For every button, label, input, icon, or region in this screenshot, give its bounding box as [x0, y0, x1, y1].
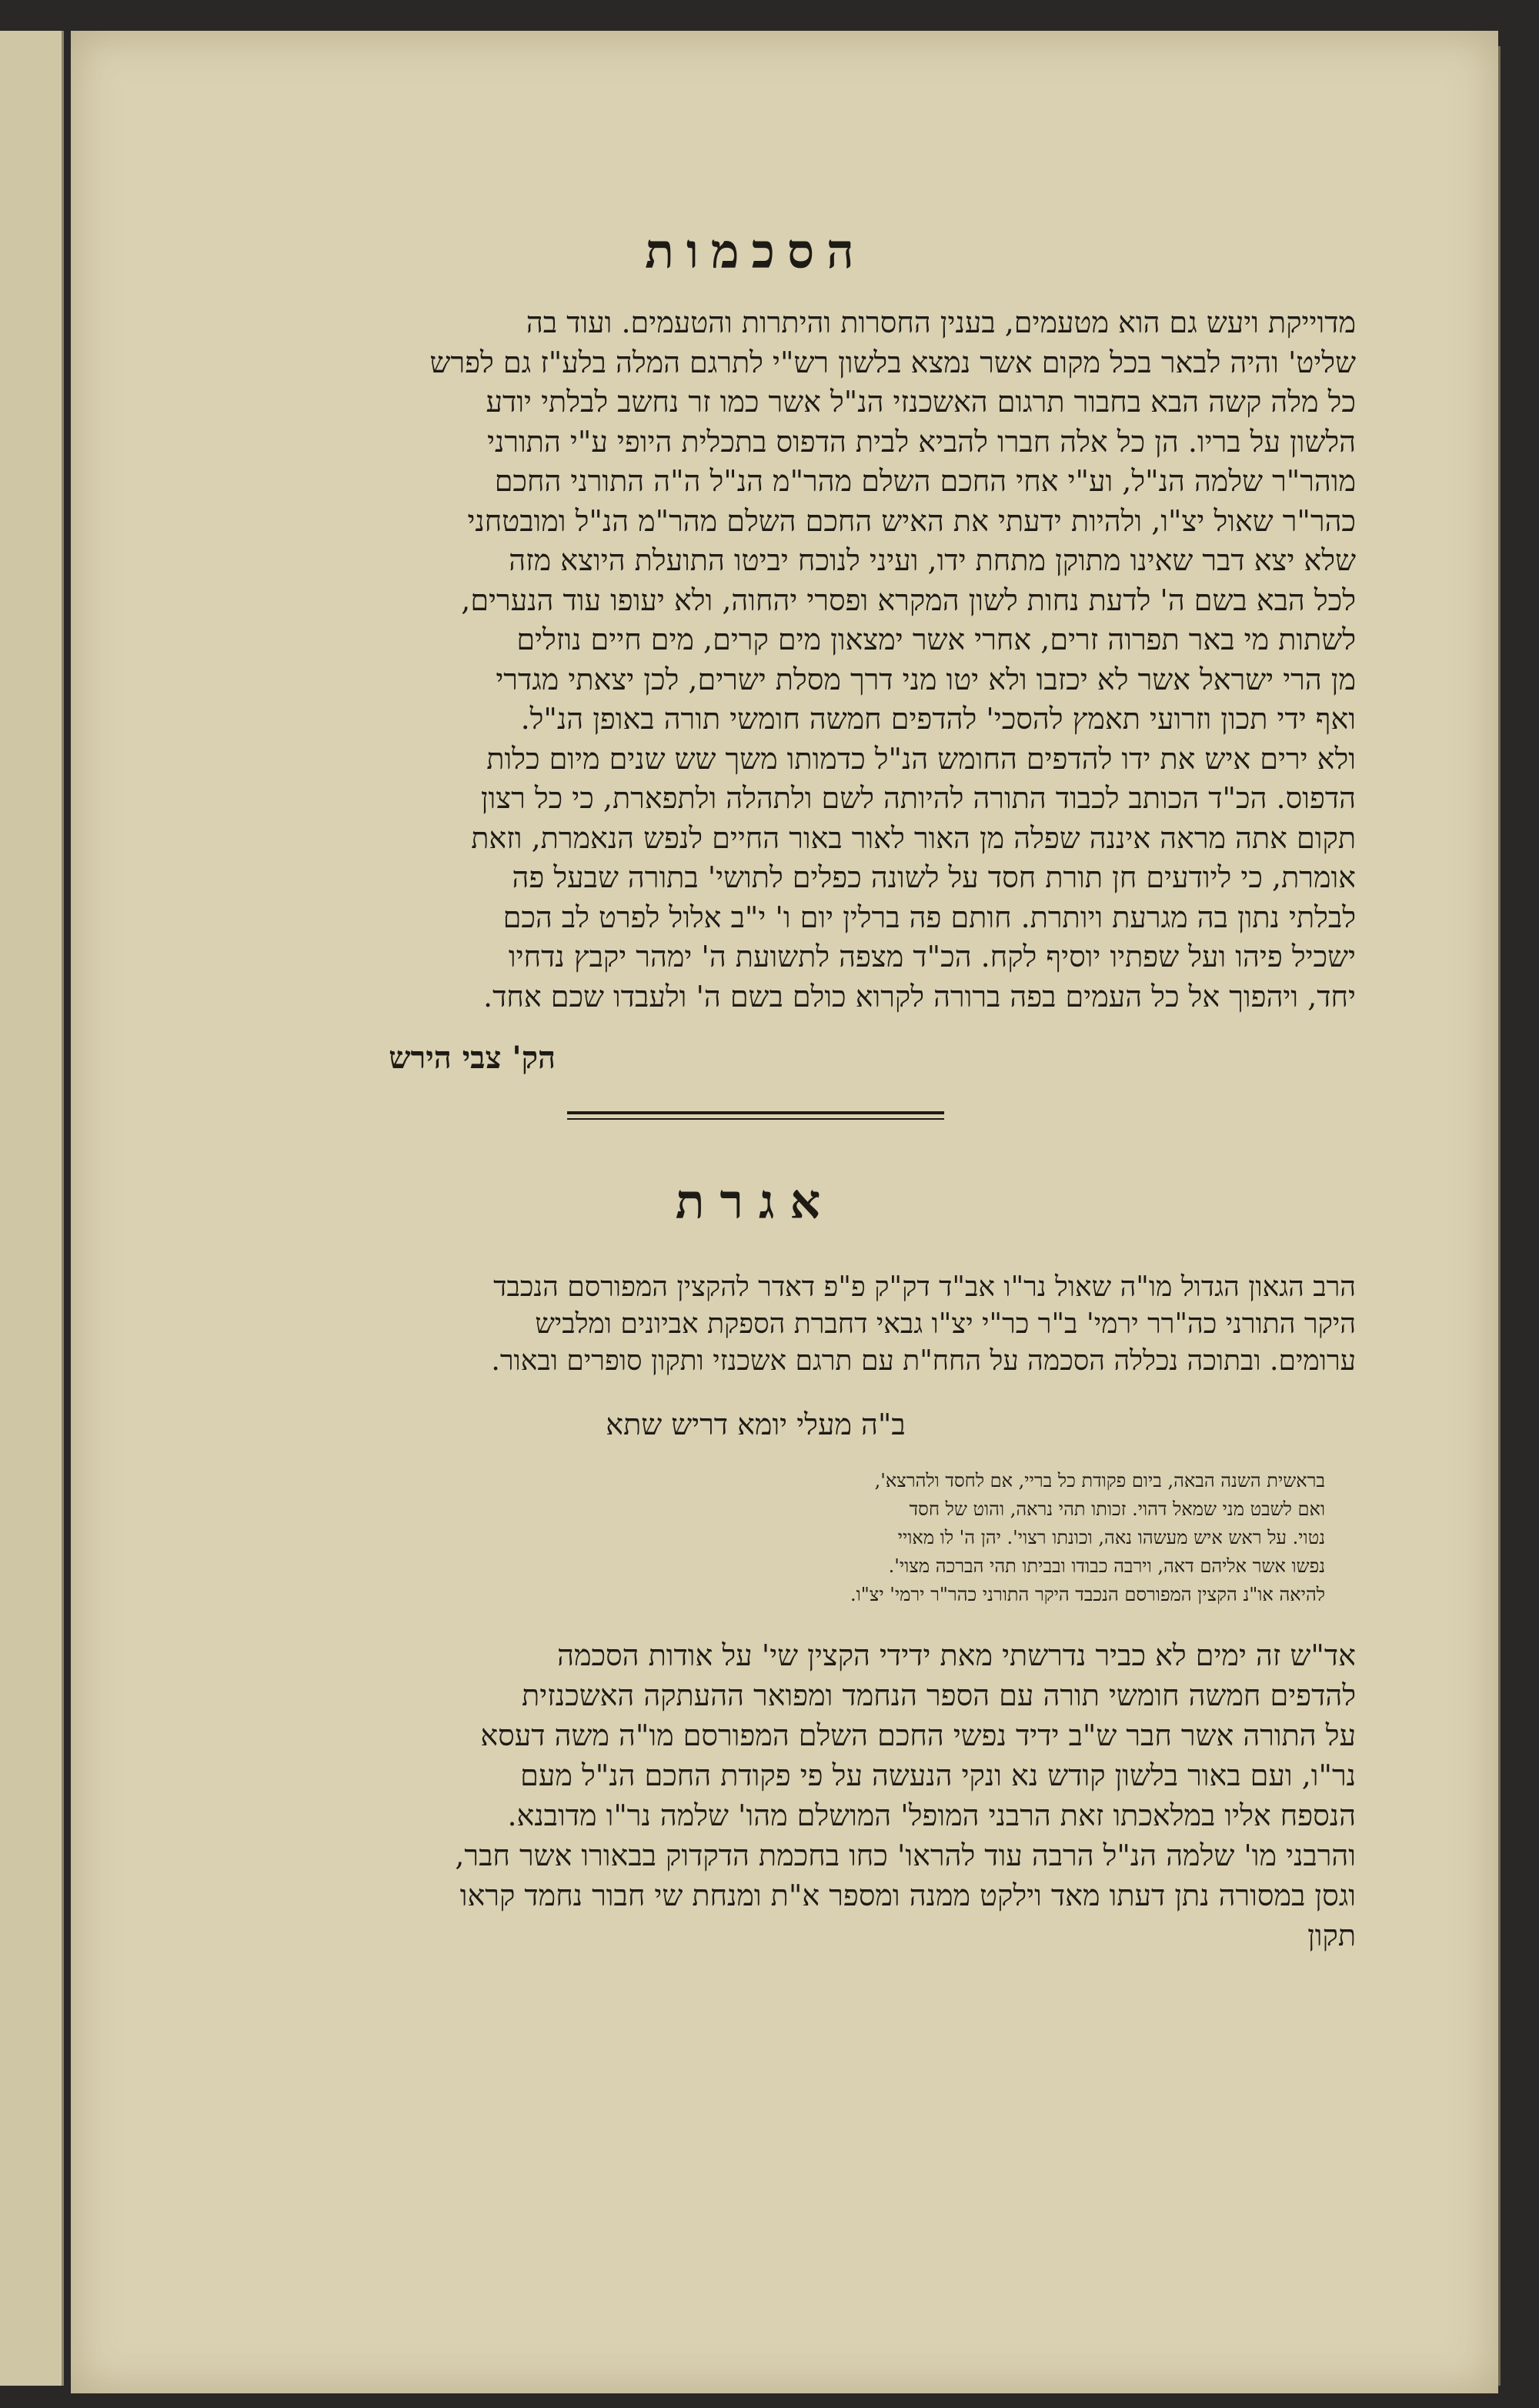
greeting-block [155, 1467, 1356, 1609]
letter-body [155, 1635, 1356, 1955]
text-line: מוהר"ר שלמה הנ"ל, וע"י אחי החכם השלם מהר"מ הנ"ל ה"ה התורני החכם [494, 464, 1356, 498]
text-line: וגסן במסורה נתן דעתו מאד וילקט ממנה ומספר א"ת ומנחת שי חבור נחמד קראו [459, 1879, 1356, 1912]
letter-heading: אגרת [675, 1174, 836, 1230]
letter-intro [155, 1269, 1356, 1380]
text-line: הנספח אליו במלאכתו זאת הרבני המופל' המושלם מהו' שלמה נר"ו מדובנא. [507, 1798, 1356, 1832]
text-line: בראשית השנה הבאה, ביום פקודת כל בריי, אם לחסד ולהרצא', [874, 1470, 1325, 1491]
facing-page-edge [0, 31, 64, 2386]
text-line: מן הרי ישראל אשר לא יכזבו ולא יטו מני דרך מסלת ישרים, לכן יצאתי מגדרי [496, 662, 1356, 696]
text-line: אד"ש זה ימים לא כביר נדרשתי מאת ידידי הקצין שי' על אודות הסכמה [557, 1638, 1356, 1672]
text-line: הדפוס. הכ"ד הכותב לכבוד התורה להיותה לשם ולתהלה ולתפארת, כי כל רצון [480, 781, 1356, 815]
text-line: היקר התורני כה"רר ירמי' ב"ר כר"י יצ"ו גבאי דחברת הספקת אביונים ומלביש [535, 1308, 1356, 1340]
text-line: יחד, ויהפוך אל כל העמים בפה ברורה לקרוא כולם בשם ה' ולעבדו שכם אחד. [483, 979, 1356, 1014]
page-content [155, 192, 1356, 1955]
text-line: שליט' והיה לבאר בכל מקום אשר נמצא בלשון רש"י לתרגם המלה בלע"ז גם לפרש [429, 345, 1356, 379]
text-line: שלא יצא דבר שאינו מתוקן מתחת ידו, ועיני לנוכח יביטו התועלת היוצא מזה [509, 543, 1356, 577]
text-line: ואף ידי תכון וזרועי תאמץ להסכי' להדפים חמשה חומשי תורה באופן הנ"ל. [520, 702, 1356, 736]
text-line: לשתות מי באר תפרוה זרים, אחרי אשר ימצאון מים קרים, מים חיים נוזלים [516, 623, 1356, 656]
text-line: נטוי. על ראש איש מעשהו נאה, וכונתו רצוי'. יהן ה' לו מאויי [897, 1527, 1325, 1548]
text-line: מדוייקת ויעש גם הוא מטעמים, בענין החסרות והיתרות והטעמים. ועוד בה [526, 306, 1356, 339]
text-line: כל מלה קשה הבא בחבור תרגום האשכנזי הנ"ל אשר כמו זר נחשב לבלתי יודע [486, 385, 1356, 419]
text-line: להיאה או"נ הקצין המפורסם הנכבד היקר התורני כהר"ר ירמי' יצ"ו. [850, 1584, 1325, 1605]
text-line: ואם לשבט מני שמאל דהוי. זכותו תהי נראה, והוט של חסד [909, 1498, 1325, 1520]
text-line: על התורה אשר חבר ש"ב ידיד נפשי החכם השלם המפורסם מו"ה משה דעסא [480, 1718, 1356, 1752]
date-subheading: ב"ה מעלי יומא דריש שתא [606, 1408, 906, 1441]
divider-rule [567, 1111, 944, 1120]
text-line: הלשון על בריו. הן כל אלה חברו להביא לבית הדפוס בתכלית היופי ע"י התורני [487, 424, 1356, 459]
text-line: הרב הגאון הגדול מו"ה שאול נר"ו אב"ד דק"ק פ"פ דאדר להקצין המפורסם הנכבד [493, 1271, 1356, 1303]
text-line: תקון [1307, 1919, 1356, 1952]
book-page [71, 31, 1498, 2393]
approval-text [155, 303, 1356, 1017]
text-line: נר"ו, ועם באור בלשון קודש נא ונקי הנעשה על פי פקודת החכם הנ"ל מעם [520, 1758, 1356, 1792]
text-line: תקום אתה מראה איננה שפלה מן האור לאור באור החיים לנפש הנאמרת, וזאת [471, 820, 1356, 855]
text-line: לכל הבא בשם ה' לדעת נחות לשון המקרא ופסרי יהחוה, ולא יעופו עוד הנערים, [461, 583, 1356, 617]
text-line: ערומים. ובתוכה נכללה הסכמה על החח"ת עם תרגם אשכנזי ותקון סופרים ובאור. [491, 1345, 1356, 1377]
text-line: ולא ירים איש את ידו להדפים החומש הנ"ל כדמותו משך שש שנים מיום כלות [486, 741, 1356, 776]
text-line: ישכיל פיהו ועל שפתיו יוסיף לקח. הכ"ד מצפה לתשועת ה' ימהר יקבץ נדחיו [508, 940, 1356, 974]
text-line: והרבני מו' שלמה הנ"ל הרבה עוד להראו' כחו בחכמת הדקדוק בבאורו אשר חבר, [455, 1839, 1356, 1872]
text-line: נפשו אשר אליהם דאה, וירבה כבודו ובביתו תהי הברכה מצוי'. [888, 1555, 1325, 1577]
text-line: להדפים חמשה חומשי תורה עם הספר הנחמד ומפואר ההעתקה האשכנזית [522, 1678, 1356, 1712]
signature: הק' צבי הירש [389, 1040, 556, 1076]
approvals-heading: הסכמות [645, 223, 866, 279]
text-line: לבלתי נתון בה מגרעת ויותרת. חותם פה ברלין יום ו' י"ב אלול לפרט לב הכם [502, 900, 1356, 934]
text-line: כהר"ר שאול יצ"ו, ולהיות ידעתי את האיש החכם השלם מהר"מ הנ"ל ומובטחני [467, 503, 1356, 538]
text-line: אומרת, כי ליודעים חן תורת חסד על לשונה כפלים לתושי' בתורה שבעל פה [512, 860, 1356, 894]
